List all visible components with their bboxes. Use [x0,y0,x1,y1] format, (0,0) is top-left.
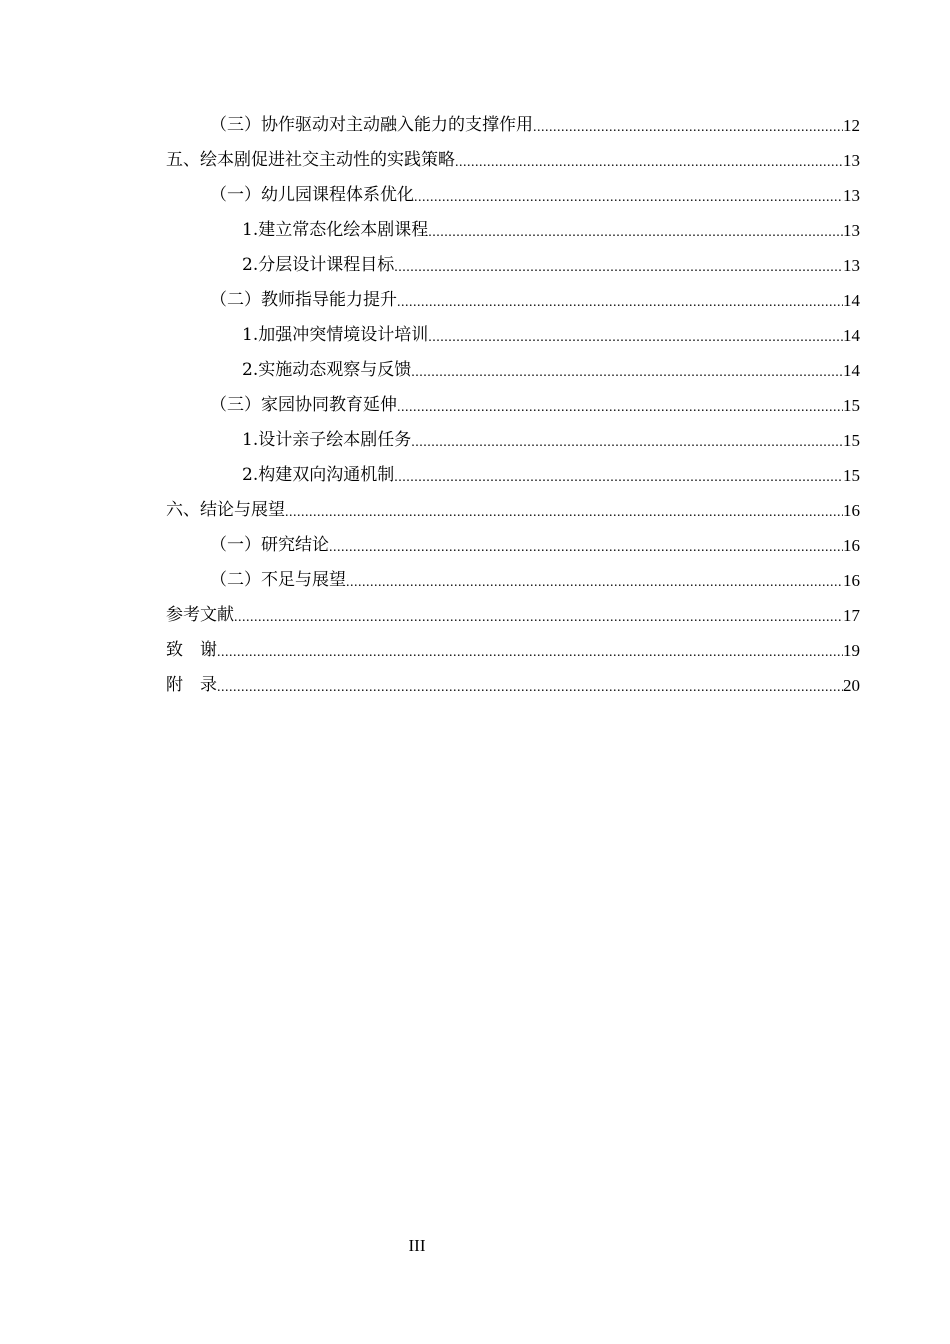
toc-entry[interactable] [166,493,860,528]
toc-entry[interactable] [166,248,860,283]
toc-entry-page: 16 [843,501,860,520]
toc-entry-page: 14 [843,361,860,380]
toc-leader-dots [397,288,843,318]
toc-leader-dots [394,253,843,283]
toc-entry-page: 12 [843,116,860,135]
toc-entry-title: （一）幼儿园课程体系优化 [210,185,414,205]
toc-entry-title: 1.加强冲突情境设计培训 [242,325,429,345]
toc-leader-dots [329,533,843,563]
toc-entry[interactable] [166,143,860,178]
toc-entry[interactable] [166,178,860,213]
toc-entry[interactable] [166,633,860,668]
toc-leader-dots [411,358,843,388]
toc-leader-dots [217,638,843,668]
page-number: III [408,1236,426,1255]
toc-leader-dots [428,323,843,353]
toc-entry-page: 13 [843,221,860,240]
toc-entry-page: 13 [843,151,860,170]
toc-leader-dots [455,148,843,178]
toc-entry-page: 14 [843,291,860,310]
toc-entry-page: 13 [843,256,860,275]
toc-entry-page: 19 [843,641,860,660]
toc-entry[interactable] [166,283,860,318]
toc-entry-title: （二）教师指导能力提升 [210,290,397,310]
toc-entry[interactable] [166,563,860,598]
toc-leader-dots [428,218,843,248]
toc-entry-title: （一）研究结论 [210,535,329,555]
toc-entry-title: （三）协作驱动对主动融入能力的支撑作用 [210,115,533,135]
toc-entry[interactable] [166,318,860,353]
toc-leader-dots [394,463,843,493]
toc-entry[interactable] [166,598,860,633]
toc-entry-title: 六、结论与展望 [166,500,285,520]
toc-entry-title: 参考文献 [166,605,234,625]
toc-entry-title: 2.分层设计课程目标 [242,255,395,275]
toc-entry-page: 16 [843,571,860,590]
toc-entry-page: 17 [843,606,860,625]
toc-entry[interactable] [166,458,860,493]
toc-entry[interactable] [166,388,860,423]
toc-entry-title: 2.构建双向沟通机制 [242,465,395,485]
toc-entry-title: 附 录 [166,675,217,695]
toc-entry-title: 2.实施动态观察与反馈 [242,360,412,380]
toc-entry-title: 1.设计亲子绘本剧任务 [242,430,412,450]
toc-entry[interactable] [166,213,860,248]
toc-entry-page: 15 [843,431,860,450]
toc-leader-dots [411,428,843,458]
toc-entry-page: 16 [843,536,860,555]
toc-entry-title: （二）不足与展望 [210,570,346,590]
toc-entry-page: 20 [843,676,860,695]
toc-entry[interactable] [166,668,860,703]
toc-entry-page: 15 [843,396,860,415]
toc-entry-page: 13 [843,186,860,205]
toc-leader-dots [217,673,843,703]
toc-entry-page: 15 [843,466,860,485]
toc-leader-dots [346,568,843,598]
toc-leader-dots [414,183,843,213]
toc-entry-title: （三）家园协同教育延伸 [210,395,397,415]
toc-entry-title: 1.建立常态化绘本剧课程 [242,220,429,240]
toc-entry-page: 14 [843,326,860,345]
toc-leader-dots [234,603,843,633]
toc-leader-dots [397,393,843,423]
toc-entry[interactable] [166,528,860,563]
toc-leader-dots [533,113,843,143]
toc-entry-title: 致 谢 [166,640,217,660]
toc-entry[interactable] [166,353,860,388]
toc-entry[interactable] [166,423,860,458]
toc-leader-dots [285,498,843,528]
toc-entry[interactable] [166,108,860,143]
toc-entry-title: 五、绘本剧促进社交主动性的实践策略 [166,150,455,170]
table-of-contents [166,108,860,703]
